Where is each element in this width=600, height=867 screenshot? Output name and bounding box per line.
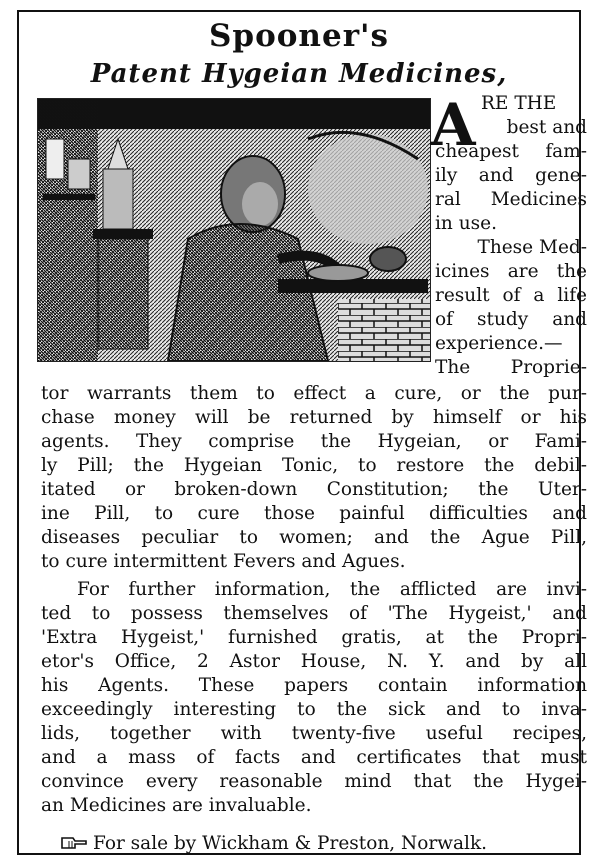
side-line: The Proprie- — [435, 357, 587, 378]
body-line: ine Pill, to cure those painful difficulties and — [41, 503, 587, 524]
side-line: ral Medicines — [435, 189, 587, 210]
body-line: ted to possess themselves of 'The Hygeist,' and — [41, 603, 587, 624]
side-line: cheapest fam- — [435, 141, 587, 162]
body-line: an Medicines are invaluable. — [41, 795, 312, 816]
body-line: tor warrants them to effect a cure, or the pur- — [41, 383, 587, 404]
side-line: ily and gene- — [435, 165, 587, 186]
body-line: to cure intermittent Fevers and Agues. — [41, 551, 406, 572]
body-line: agents. They comprise the Hygeian, or Fami- — [41, 431, 587, 452]
side-line: best and — [506, 117, 587, 138]
body-line: itated or broken-down Constitution; the Uter- — [41, 479, 587, 500]
body-line: lids, together with twenty-five useful recipes, — [41, 723, 587, 744]
side-line: RE THE — [481, 93, 557, 114]
body-line: ly Pill; the Hygeian Tonic, to restore the debil- — [41, 455, 587, 476]
body-line: his Agents. These papers contain information — [41, 675, 587, 696]
drop-cap: A — [430, 91, 476, 159]
ad-title: Spooner's — [209, 18, 389, 54]
body-line: etor's Office, 2 Astor House, N. Y. and by all — [41, 651, 587, 672]
body-line: exceedingly interesting to the sick and to inva- — [41, 699, 587, 720]
body-line: For further information, the afflicted are invi- — [77, 579, 587, 600]
side-line: experience.— — [435, 333, 563, 354]
side-line: icines are the — [435, 261, 587, 282]
pointing-hand-icon — [61, 833, 87, 847]
body-line: chase money will be returned by himself or his — [41, 407, 587, 428]
body-line: convince every reasonable mind that the Hygei- — [41, 771, 587, 792]
side-line: of study and — [435, 309, 587, 330]
body-line: and a mass of facts and certificates that must — [41, 747, 587, 768]
ad-subtitle: Patent Hygeian Medicines, — [90, 59, 508, 89]
advertisement — [17, 10, 587, 855]
body-line: 'Extra Hygeist,' furnished gratis, at the Propri- — [41, 627, 587, 648]
side-line: These Med- — [477, 237, 587, 258]
sale-text: For sale by Wickham & Preston, Norwalk. — [93, 833, 488, 854]
woodcut-illustration — [37, 98, 431, 362]
sale-notice — [61, 832, 487, 855]
side-line: in use. — [435, 213, 497, 234]
side-line: result of a life — [435, 285, 587, 306]
body-line: diseases peculiar to women; and the Ague Pill, — [41, 527, 587, 548]
